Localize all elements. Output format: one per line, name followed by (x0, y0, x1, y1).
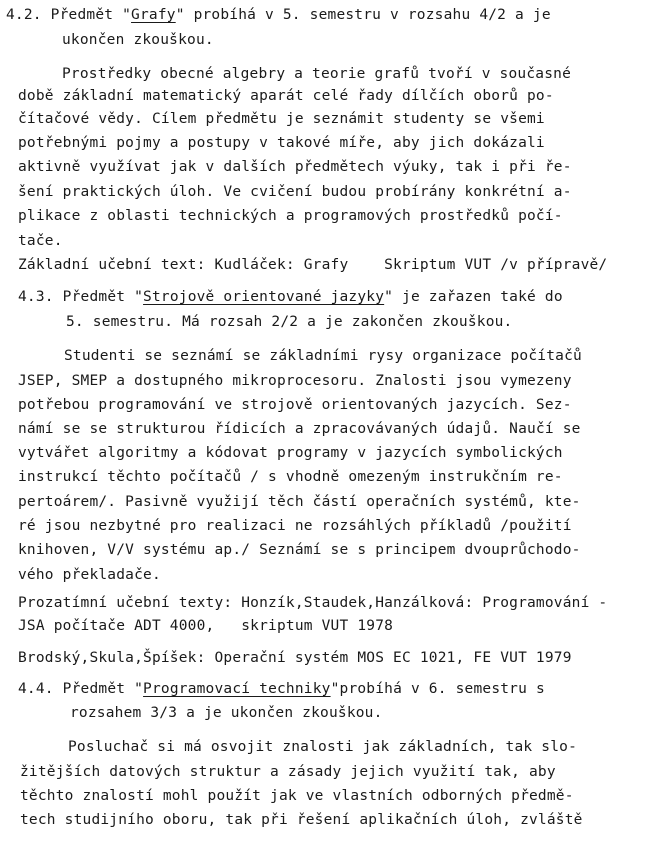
paragraph-line: Studenti se seznámí se základními rysy organizace počítačů (64, 348, 582, 364)
subject-title-programovaci: Programovací techniky (143, 681, 331, 697)
paragraph-line: knihoven, V/V systému ap./ Seznámí se s principem dvouprůchodo- (18, 542, 581, 558)
textbook-reference: Prozatímní učební texty: Honzík,Staudek,Hanzálková: Programování - (18, 595, 608, 611)
paragraph-line: plikace z oblasti technických a programových prostředků počí- (18, 208, 563, 224)
paragraph-line: potřebnými pojmy a postupy v takové míře, aby jich dokázali (18, 135, 545, 151)
textbook-reference: JSA počítače ADT 4000, skriptum VUT 1978 (18, 618, 394, 634)
textbook-reference: Základní učební text: Kudláček: Grafy Skriptum VUT /v přípravě/ (18, 257, 608, 273)
section-4-2-heading: 4.2. Předmět "Grafy" probíhá v 5. semestru v rozsahu 4/2 a je (6, 7, 551, 23)
paragraph-line: tače. (18, 233, 63, 249)
section-4-4-heading: 4.4. Předmět "Programovací techniky"probíhá v 6. semestru s (18, 681, 545, 697)
section-4-4-number: 4.4. (18, 681, 54, 697)
section-4-3-number: 4.3. (18, 289, 54, 305)
paragraph-line: době základní matematický aparát celé řady dílčích oborů po- (18, 88, 554, 104)
paragraph-line: tech studijního oboru, tak při řešení aplikačních úloh, zvláště (20, 812, 583, 828)
paragraph-line: Prostředky obecné algebry a teorie grafů tvoří v současné (62, 66, 571, 82)
paragraph-line: žitějších datových struktur a zásady jejich využití tak, aby (20, 764, 556, 780)
paragraph-line: šení praktických úloh. Ve cvičení budou probírány konkrétní a- (18, 184, 572, 200)
subject-title-strojove: Strojově orientované jazyky (143, 289, 385, 305)
paragraph-line: pertoárem/. Pasivně využijí těch částí operačních systémů, kte- (18, 494, 581, 510)
paragraph-line: těchto znalostí mohl použít jak ve vlastních odborných předmě- (20, 788, 574, 804)
paragraph-line: vytvářet algoritmy a kódovat programy v jazycích symbolických (18, 445, 563, 461)
paragraph-line: vého překladače. (18, 567, 161, 583)
section-4-3-heading: 4.3. Předmět "Strojově orientované jazyky" je zařazen také do (18, 289, 563, 305)
paragraph-line: instrukcí těchto počítačů / s vhodně omezeným instrukčním re- (18, 469, 563, 485)
section-4-2-heading-cont: ukončen zkouškou. (62, 32, 214, 48)
paragraph-line: ré jsou nezbytné pro realizaci ne rozsáhlých příkladů /použití (18, 518, 572, 534)
paragraph-line: potřebou programování ve strojově orientovaných jazycích. Sez- (18, 397, 572, 413)
paragraph-line: Posluchač si má osvojit znalosti jak základních, tak slo- (68, 739, 577, 755)
section-4-2-number: 4.2. (6, 7, 42, 23)
paragraph-line: JSEP, SMEP a dostupného mikroprocesoru. Znalosti jsou vymezeny (18, 373, 572, 389)
textbook-reference: Brodský,Skula,Špíšek: Operační systém MOS EC 1021, FE VUT 1979 (18, 650, 572, 666)
paragraph-line: aktivně využívat jak v dalších předmětech výuky, tak i při ře- (18, 159, 572, 175)
paragraph-line: námí se se strukturou řídicích a zpracovávaných údajů. Naučí se (18, 421, 581, 437)
section-4-3-heading-cont: 5. semestru. Má rozsah 2/2 a je zakončen zkouškou. (66, 314, 513, 330)
section-4-4-heading-cont: rozsahem 3/3 a je ukončen zkouškou. (70, 705, 383, 721)
paragraph-line: čítačové vědy. Cílem předmětu je seznámit studenty se všemi (18, 111, 545, 127)
subject-title-grafy: Grafy (131, 7, 176, 23)
